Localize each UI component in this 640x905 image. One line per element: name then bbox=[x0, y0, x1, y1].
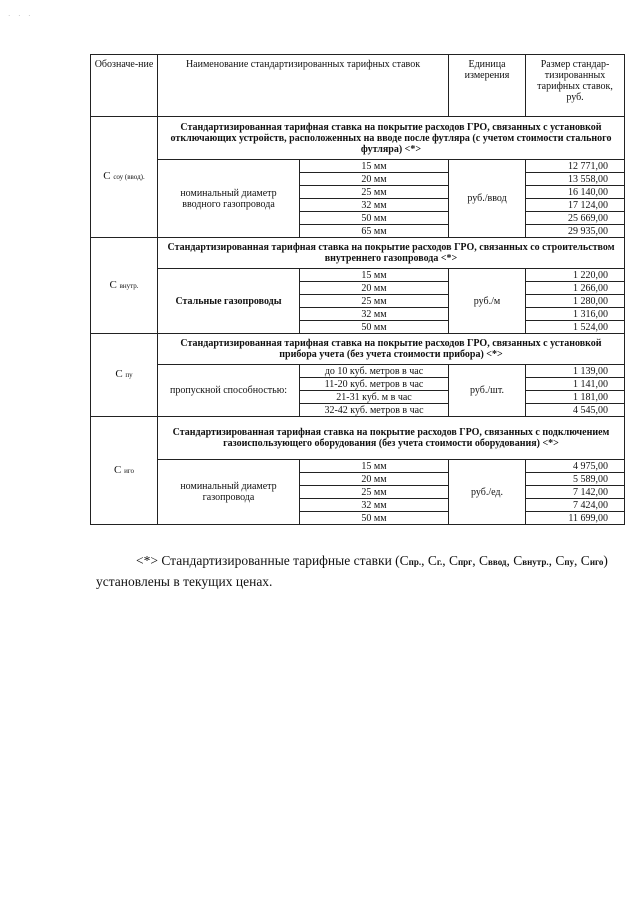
size-cell: 32 мм bbox=[300, 308, 449, 321]
rate-value-cell: 29 935,00 bbox=[526, 225, 625, 238]
rate-designation bbox=[91, 334, 158, 417]
unit-cell: руб./ввод bbox=[449, 160, 526, 238]
section-title: Стандартизированная тарифная ставка на покрытие расходов ГРО, связанных с установкой прибора учета (без учета стоимости прибора) <*> bbox=[158, 334, 625, 365]
parameter-description: номинальный диаметр вводного газопровода bbox=[158, 160, 300, 238]
rate-value-cell: 25 669,00 bbox=[526, 212, 625, 225]
designation-letter: С bbox=[109, 278, 117, 291]
rate-value-cell: 7 142,00 bbox=[526, 486, 625, 499]
size-cell: 50 мм bbox=[300, 212, 449, 225]
designation-letter: С bbox=[113, 463, 122, 476]
size-cell: 15 мм bbox=[300, 160, 449, 173]
size-cell: 25 мм bbox=[300, 486, 449, 499]
section-title-row bbox=[91, 117, 625, 160]
section-title: Стандартизированная тарифная ставка на покрытие расходов ГРО, связанных со строительством внутреннего газопровода <*> bbox=[158, 238, 625, 269]
unit-cell: руб./м bbox=[449, 269, 526, 334]
rate-value-cell: 1 141,00 bbox=[526, 378, 625, 391]
rate-designation bbox=[91, 117, 158, 238]
header-unit: Единица измерения bbox=[449, 55, 526, 117]
table-row bbox=[91, 160, 625, 173]
size-cell: 25 мм bbox=[300, 295, 449, 308]
rate-value-cell: 1 280,00 bbox=[526, 295, 625, 308]
unit-cell: руб./ед. bbox=[449, 460, 526, 525]
size-cell: 50 мм bbox=[300, 512, 449, 525]
size-cell: 20 мм bbox=[300, 473, 449, 486]
size-cell: 21-31 куб. м в час bbox=[300, 391, 449, 404]
parameter-description: Стальные газопроводы bbox=[158, 269, 300, 334]
table-header-row bbox=[91, 55, 625, 117]
size-cell: 32 мм bbox=[300, 199, 449, 212]
section-title: Стандартизированная тарифная ставка на покрытие расходов ГРО, связанных с подключением газоиспользующего оборудования (без учета стоимости оборудования) <*> bbox=[158, 417, 625, 460]
designation-subscript: иго bbox=[124, 466, 135, 475]
section-title-row bbox=[91, 417, 625, 460]
section-title-row bbox=[91, 334, 625, 365]
parameter-description: пропускной способностью: bbox=[158, 365, 300, 417]
size-cell: 20 мм bbox=[300, 173, 449, 186]
rate-value-cell: 16 140,00 bbox=[526, 186, 625, 199]
footnote: <*> Стандартизированные тарифные ставки (Спр., Сг., Спрг, Сввод, Свнутр., Спу, Сиго) установлены в текущих ценах. bbox=[96, 553, 608, 589]
designation-subscript: соу (ввод). bbox=[113, 173, 145, 181]
section-title-row bbox=[91, 238, 625, 269]
size-cell: до 10 куб. метров в час bbox=[300, 365, 449, 378]
rate-value-cell: 13 558,00 bbox=[526, 173, 625, 186]
rate-value-cell: 1 316,00 bbox=[526, 308, 625, 321]
rate-value-cell: 1 181,00 bbox=[526, 391, 625, 404]
rate-designation bbox=[91, 417, 158, 525]
designation-subscript: пу bbox=[125, 371, 133, 379]
designation-subscript: внутр. bbox=[119, 281, 139, 290]
table-row bbox=[91, 365, 625, 378]
size-cell: 15 мм bbox=[300, 269, 449, 282]
rate-value-cell: 5 589,00 bbox=[526, 473, 625, 486]
table-row bbox=[91, 460, 625, 473]
parameter-description: номинальный диаметр газопровода bbox=[158, 460, 300, 525]
unit-cell: руб./шт. bbox=[449, 365, 526, 417]
size-cell: 50 мм bbox=[300, 321, 449, 334]
designation-letter: С bbox=[115, 368, 123, 380]
rate-value-cell: 1 266,00 bbox=[526, 282, 625, 295]
rate-designation bbox=[91, 238, 158, 334]
section-title: Стандартизированная тарифная ставка на покрытие расходов ГРО, связанных с установкой отключающих устройств, расположенных на вводе после футляра (с учетом стоимости стального футляра) <*> bbox=[158, 117, 625, 160]
rate-value-cell: 12 771,00 bbox=[526, 160, 625, 173]
rate-value-cell: 17 124,00 bbox=[526, 199, 625, 212]
tariff-table bbox=[90, 54, 625, 525]
rate-value-cell: 4 545,00 bbox=[526, 404, 625, 417]
designation-letter: С bbox=[103, 170, 111, 182]
rate-value-cell: 1 139,00 bbox=[526, 365, 625, 378]
size-cell: 65 мм bbox=[300, 225, 449, 238]
size-cell: 32 мм bbox=[300, 499, 449, 512]
size-cell: 32-42 куб. метров в час bbox=[300, 404, 449, 417]
size-cell: 25 мм bbox=[300, 186, 449, 199]
header-rate-size: Размер стандар-тизированных тарифных ставок, руб. bbox=[526, 55, 625, 117]
size-cell: 11-20 куб. метров в час bbox=[300, 378, 449, 391]
rate-value-cell: 4 975,00 bbox=[526, 460, 625, 473]
size-cell: 20 мм bbox=[300, 282, 449, 295]
scan-artifact: · · · bbox=[8, 12, 34, 20]
size-cell: 15 мм bbox=[300, 460, 449, 473]
table-row bbox=[91, 269, 625, 282]
header-name: Наименование стандартизированных тарифных ставок bbox=[158, 55, 449, 117]
header-designation: Обозначе-ние bbox=[91, 55, 158, 117]
rate-value-cell: 7 424,00 bbox=[526, 499, 625, 512]
rate-value-cell: 1 524,00 bbox=[526, 321, 625, 334]
rate-value-cell: 1 220,00 bbox=[526, 269, 625, 282]
rate-value-cell: 11 699,00 bbox=[526, 512, 625, 525]
